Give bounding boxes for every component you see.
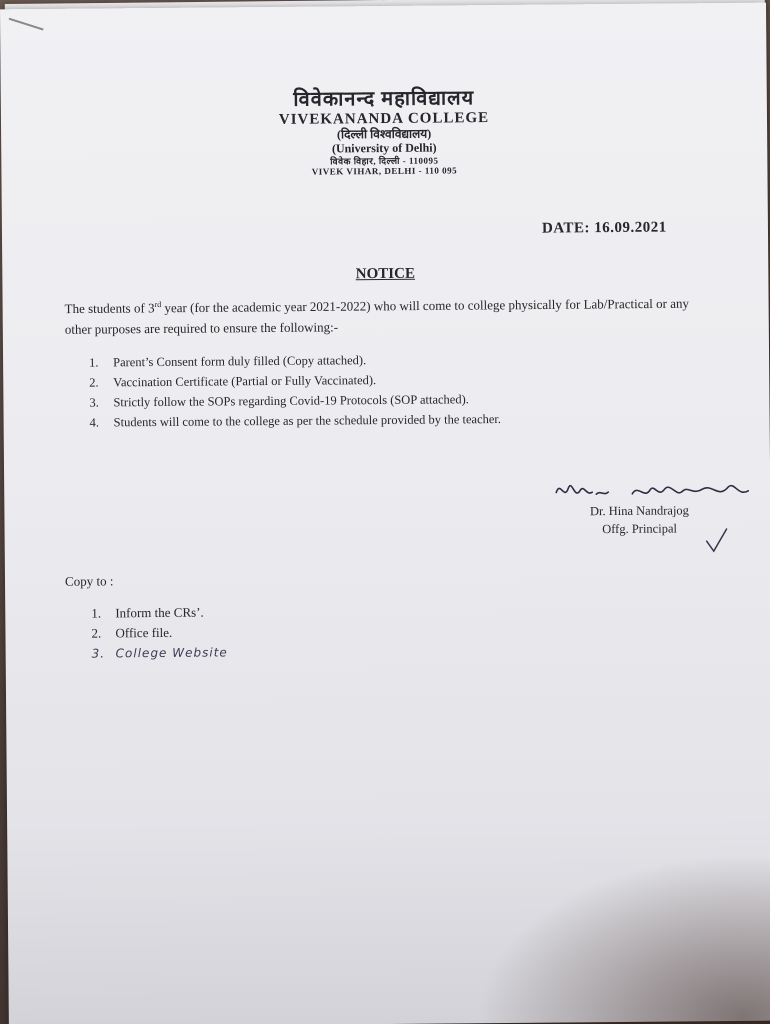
notice-intro bbox=[65, 289, 705, 340]
list-item-number: 3. bbox=[91, 646, 106, 661]
intro-text-end: year (for the academic year 2021-2022) who will come to college physically for Lab/Practical or any other purposes are required to ensure the following:- bbox=[64, 295, 689, 338]
pen-mark bbox=[9, 18, 44, 31]
university-name: (University of Delhi) bbox=[331, 140, 437, 156]
list-item-number: 3. bbox=[89, 395, 99, 410]
list-item bbox=[92, 642, 228, 663]
signatory-name: Dr. Hina Nandrajog bbox=[589, 503, 689, 519]
list-item-number: 4. bbox=[89, 415, 100, 430]
check-mark-icon bbox=[705, 527, 729, 555]
list-item-number: 1. bbox=[89, 355, 99, 370]
list-item-text: Vaccination Certificate (Partial or Fully Vaccinated). bbox=[113, 373, 377, 390]
list-item-number: 2. bbox=[89, 375, 99, 390]
list-item bbox=[90, 409, 502, 433]
address: VIVEK VIHAR, DELHI - 110 095 bbox=[311, 165, 458, 177]
list-item-text: Inform the CRs’. bbox=[115, 604, 204, 621]
list-item-number: 2. bbox=[91, 625, 102, 641]
list-item bbox=[91, 602, 227, 623]
list-item bbox=[91, 622, 227, 643]
signatory-designation: Offg. Principal bbox=[602, 521, 678, 537]
copy-to-label: Copy to : bbox=[64, 573, 114, 589]
college-name: VIVEKANANDA COLLEGE bbox=[278, 110, 490, 128]
letterhead bbox=[1, 85, 768, 180]
intro-text-start: The students of 3 bbox=[64, 300, 155, 317]
university-hindi: (दिल्ली विश्वविद्यालय) bbox=[336, 126, 432, 142]
college-name-hindi: विवेकानन्द महाविद्यालय bbox=[293, 87, 475, 111]
signatory-block bbox=[564, 501, 714, 538]
notice-date: DATE: 16.09.2021 bbox=[541, 219, 667, 237]
copy-to-list bbox=[91, 602, 228, 663]
handwritten-list-item-text: College Website bbox=[115, 645, 228, 661]
requirements-list bbox=[89, 349, 501, 433]
list-item-text: Students will come to the college as per the schedule provided by the teacher. bbox=[113, 411, 502, 430]
shadow-overlay bbox=[453, 840, 770, 1024]
list-item-number: 1. bbox=[91, 605, 102, 621]
list-item-text: Strictly follow the SOPs regarding Covid-19 Protocols (SOP attached). bbox=[113, 392, 469, 410]
address-hindi: विवेक विहार, दिल्ली - 110095 bbox=[330, 155, 439, 167]
list-item-text: Parent’s Consent form duly filled (Copy attached). bbox=[113, 353, 367, 370]
list-item-text: Office file. bbox=[115, 624, 173, 641]
notice-title: NOTICE bbox=[355, 265, 416, 283]
notice-document bbox=[0, 3, 770, 1024]
intro-superscript: rd bbox=[154, 299, 162, 310]
